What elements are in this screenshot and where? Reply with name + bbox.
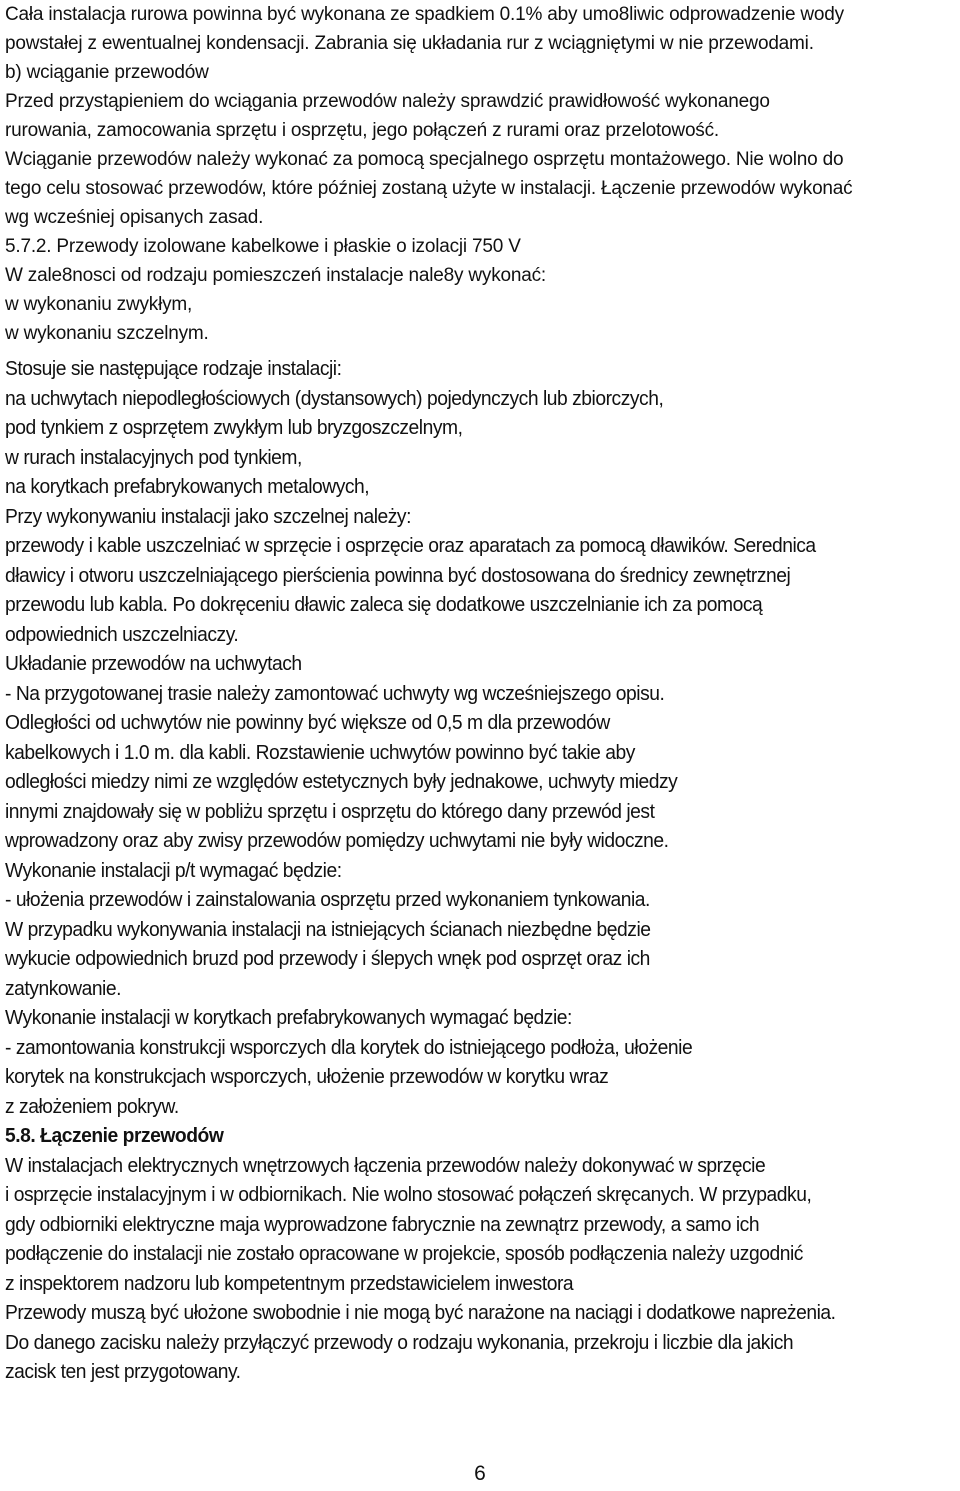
text-line: z inspektorem nadzoru lub kompetentnym przedstawicielem inwestora <box>5 1271 574 1295</box>
text-line: W zale8nosci od rodzaju pomieszczeń instalacje nale8y wykonać: <box>5 265 546 286</box>
text-line: Układanie przewodów na uchwytach <box>5 652 302 675</box>
text-line: powstałej z ewentualnej kondensacji. Zabrania się układania rur z wciągniętymi w nie przewodami. <box>5 33 814 54</box>
section-heading-5-8: 5.8. Łączenie przewodów <box>5 1124 224 1147</box>
text-line: gdy odbiorniki elektryczne maja wyprowadzone fabrycznie na zewnątrz przewody, a samo ich <box>5 1212 760 1236</box>
text-line: tego celu stosować przewodów, które później zostaną użyte w instalacji. Łączenie przewodów wykonać <box>5 178 853 199</box>
text-line: odpowiednich uszczelniaczy. <box>5 622 239 646</box>
text-line: dławicy i otworu uszczelniającego pierścienia powinna być dostosowana do średnicy zewnętrznej <box>5 563 791 587</box>
text-line: b) wciąganie przewodów <box>5 62 209 83</box>
text-line: zacisk ten jest przygotowany. <box>5 1360 241 1383</box>
page-number: 6 <box>474 1462 486 1485</box>
text-line: z założeniem pokryw. <box>5 1094 179 1118</box>
text-line: podłączenie do instalacji nie zostało opracowane w projekcie, sposób podłączenia należy uzgodnić <box>5 1242 803 1265</box>
text-line: korytek na konstrukcjach wsporczych, ułożenie przewodów w korytku wraz <box>5 1065 609 1088</box>
text-line: odległości miedzy nimi ze względów estetycznych były jednakowe, uchwyty miedzy <box>5 770 678 793</box>
text-line: w wykonaniu szczelnym. <box>5 323 209 344</box>
text-line: Wykonanie instalacji p/t wymagać będzie: <box>5 858 342 882</box>
text-line: Cała instalacja rurowa powinna być wykonana ze spadkiem 0.1% aby umo8liwic odprowadzenie wody <box>5 4 844 25</box>
text-line: przewody i kable uszczelniać w sprzęcie i osprzęcie oraz aparatach za pomocą dławików. Serednica <box>5 534 816 557</box>
text-line: w wykonaniu zwykłym, <box>5 294 193 315</box>
text-line: kabelkowych i 1.0 m. dla kabli. Rozstawienie uchwytów powinno być takie aby <box>5 740 635 764</box>
text-line: zatynkowanie. <box>5 976 122 1000</box>
text-line: rurowania, zamocowania sprzętu i osprzętu, jego połączeń z rurami oraz przelotowość. <box>5 120 719 141</box>
section-heading-5-7-2: 5.7.2. Przewody izolowane kabelkowe i płaskie o izolacji 750 V <box>5 236 521 257</box>
text-line: Przed przystąpieniem do wciągania przewodów należy sprawdzić prawidłowość wykonanego <box>5 91 770 112</box>
text-line: W instalacjach elektrycznych wnętrzowych łączenia przewodów należy dokonywać w sprzęcie <box>5 1153 766 1177</box>
text-line: na uchwytach niepodległościowych (dystansowych) pojedynczych lub zbiorczych, <box>5 386 664 410</box>
document-page <box>5 0 955 1383</box>
text-block-main <box>5 354 836 1387</box>
text-line: wg wcześniej opisanych zasad. <box>5 207 264 228</box>
text-line: Do danego zacisku należy przyłączyć przewody o rodzaju wykonania, przekroju i liczbie dla jakich <box>5 1330 794 1354</box>
text-line: Stosuje sie następujące rodzaje instalacji: <box>5 357 342 380</box>
text-line: - ułożenia przewodów i zainstalowania osprzętu przed wykonaniem tynkowania. <box>5 888 650 911</box>
text-line: przewodu lub kabla. Po dokręceniu dławic zaleca się dodatkowe uszczelnianie ich za pomocą <box>5 593 763 616</box>
text-line: Przewody muszą być ułożone swobodnie i nie mogą być narażone na naciągi i dodatkowe napreżenia. <box>5 1301 836 1324</box>
text-line: i osprzęcie instalacyjnym i w odbiornikach. Nie wolno stosować połączeń skręcanych. W przypadku, <box>5 1183 812 1206</box>
text-line: innymi znajdowały się w pobliżu sprzętu i osprzętu do którego dany przewód jest <box>5 799 655 823</box>
text-block-intro <box>5 0 955 348</box>
text-line: Wciąganie przewodów należy wykonać za pomocą specjalnego osprzętu montażowego. Nie wolno do <box>5 149 844 170</box>
text-line: wykucie odpowiednich bruzd pod przewody i ślepych wnęk pod osprzęt oraz ich <box>5 947 650 970</box>
text-line: Odległości od uchwytów nie powinny być większe od 0,5 m dla przewodów <box>5 711 610 734</box>
text-line: w rurach instalacyjnych pod tynkiem, <box>5 445 302 469</box>
text-line: wprowadzony oraz aby zwisy przewodów pomiędzy uchwytami nie były widoczne. <box>5 829 669 852</box>
text-line: Przy wykonywaniu instalacji jako szczelnej należy: <box>5 504 411 528</box>
text-line: na korytkach prefabrykowanych metalowych, <box>5 475 370 498</box>
text-line: W przypadku wykonywania instalacji na istniejących ścianach niezbędne będzie <box>5 917 651 941</box>
text-line: - Na przygotowanej trasie należy zamontować uchwyty wg wcześniejszego opisu. <box>5 681 665 705</box>
text-line: - zamontowania konstrukcji wsporczych dla korytek do istniejącego podłoża, ułożenie <box>5 1035 693 1059</box>
text-line: Wykonanie instalacji w korytkach prefabrykowanych wymagać będzie: <box>5 1006 572 1029</box>
text-line: pod tynkiem z osprzętem zwykłym lub bryzgoszczelnym, <box>5 416 463 439</box>
